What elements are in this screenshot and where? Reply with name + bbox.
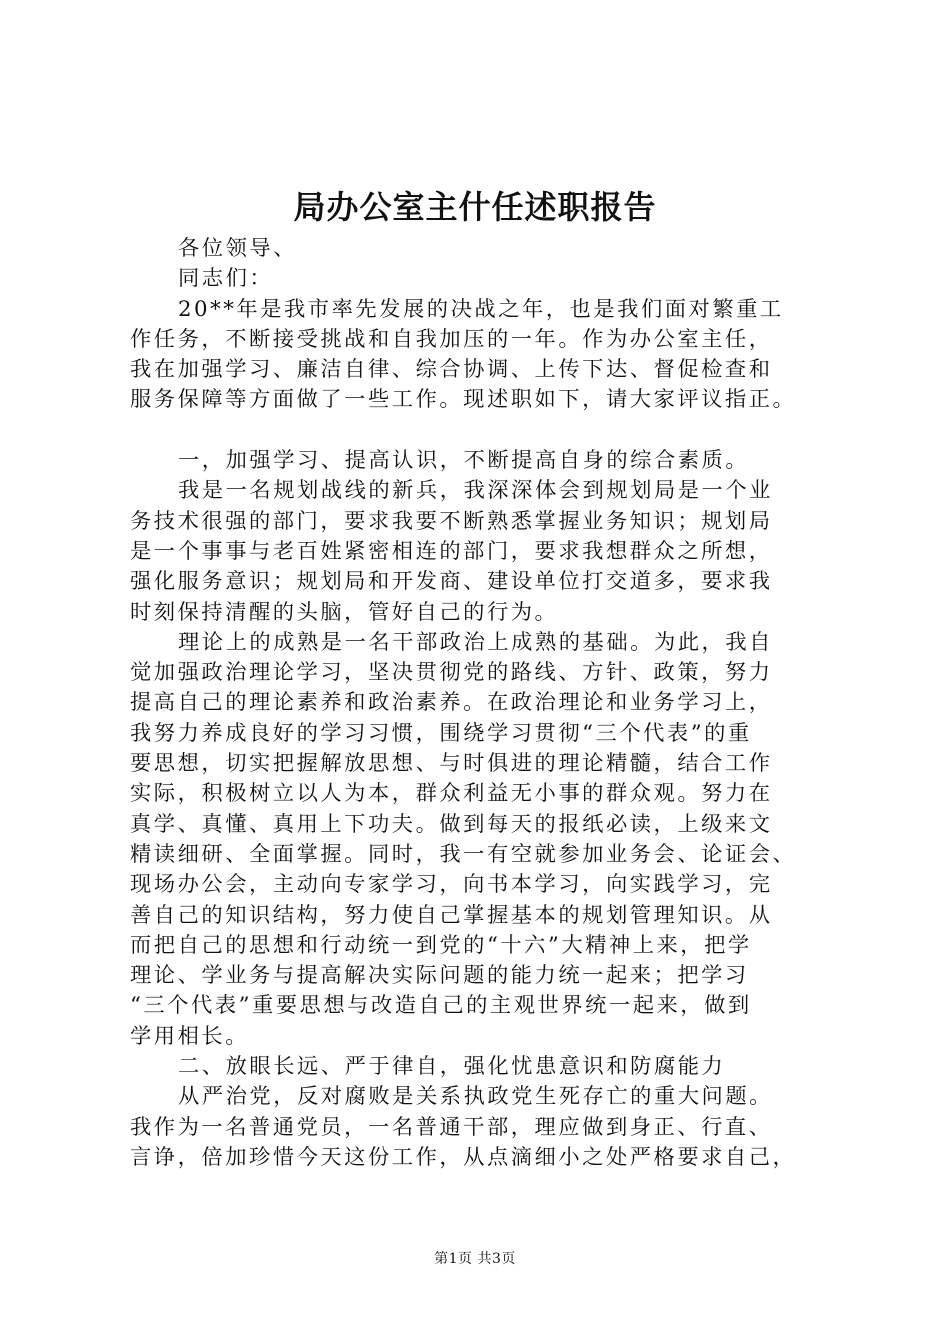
text-line: 作任务，不断接受挑战和自我加压的一年。作为办公室主任， (130, 326, 773, 352)
text-line: 提高自己的理论素养和政治素养。在政治理论和业务学习上， (130, 690, 773, 716)
text-line: 理论上的成熟是一名干部政治上成熟的基础。为此，我自 (178, 629, 773, 655)
text-line: “三个代表”重要思想与改造自己的主观世界统一起来，做到 (130, 993, 752, 1019)
text-line: 学用相长。 (130, 1023, 249, 1049)
text-line: 而把自己的思想和行动统一到党的“十六”大精神上来，把学 (130, 932, 752, 958)
blank-line (130, 416, 830, 446)
text-line: 善自己的知识结构，努力使自己掌握基本的规划管理知识。从 (130, 902, 773, 928)
text-line: 时刻保持清醒的头脑，管好自己的行为。 (130, 599, 559, 625)
text-line: 理论、学业务与提高解决实际问题的能力统一起来；把学习 (130, 963, 749, 989)
text-line: 二、放眼长远、严于律自，强化忧患意识和防腐能力 (178, 1054, 726, 1080)
text-line: 各位领导、 (178, 236, 297, 261)
text-line: 强化服务意识；规划局和开发商、建设单位打交道多，要求我 (130, 569, 773, 595)
text-line: 务技术很强的部门，要求我要不断熟悉掌握业务知识；规划局 (130, 508, 773, 534)
text-line: 我是一名规划战线的新兵，我深深体会到规划局是一个业 (178, 478, 773, 504)
text-line: 现场办公会，主动向专家学习，向书本学习，向实践学习，完 (130, 872, 773, 898)
text-line: 真学、真懂、真用上下功夫。做到每天的报纸必读，上级来文 (130, 811, 773, 837)
text-line: 一，加强学习、提高认识，不断提高自身的综合素质。 (178, 448, 750, 474)
text-line: 觉加强政治理论学习，坚决贯彻党的路线、方针、政策，努力 (130, 660, 773, 686)
text-line: 实际，积极树立以人为本，群众利益无小事的群众观。努力在 (130, 781, 773, 807)
text-line: 我努力养成良好的学习习惯，围绕学习贯彻“三个代表”的重 (130, 720, 752, 746)
text-line: 同志们： (178, 266, 274, 292)
text-line: 是一个事事与老百姓紧密相连的部门，要求我想群众之所想， (130, 538, 773, 564)
text-line: 要思想，切实把握解放思想、与时俱进的理论精髓，结合工作 (130, 751, 773, 777)
document-body (130, 234, 830, 1173)
document-title: 局办公室主什任述职报告 (293, 188, 657, 226)
text-line: 我作为一名普通党员，一名普通干部，理应做到身正、行直、 (130, 1114, 773, 1140)
text-line: 我在加强学习、廉洁自律、综合协调、上传下达、督促检查和 (130, 357, 773, 383)
text-line: 精读细研、全面掌握。同时，我一有空就参加业务会、论证会、 (130, 841, 797, 867)
text-line: 服务保障等方面做了一些工作。现述职如下，请大家评议指正。 (130, 387, 797, 413)
text-line: 从严治党，反对腐败是关系执政党生死存亡的重大问题。 (178, 1084, 773, 1110)
page-footer: 第1页 共3页 (434, 1251, 516, 1267)
text-line: 20**年是我市率先发展的决战之年，也是我们面对繁重工 (178, 296, 784, 322)
text-line: 言诤，倍加珍惜今天这份工作，从点滴细小之处严格要求自己， (130, 1144, 797, 1170)
